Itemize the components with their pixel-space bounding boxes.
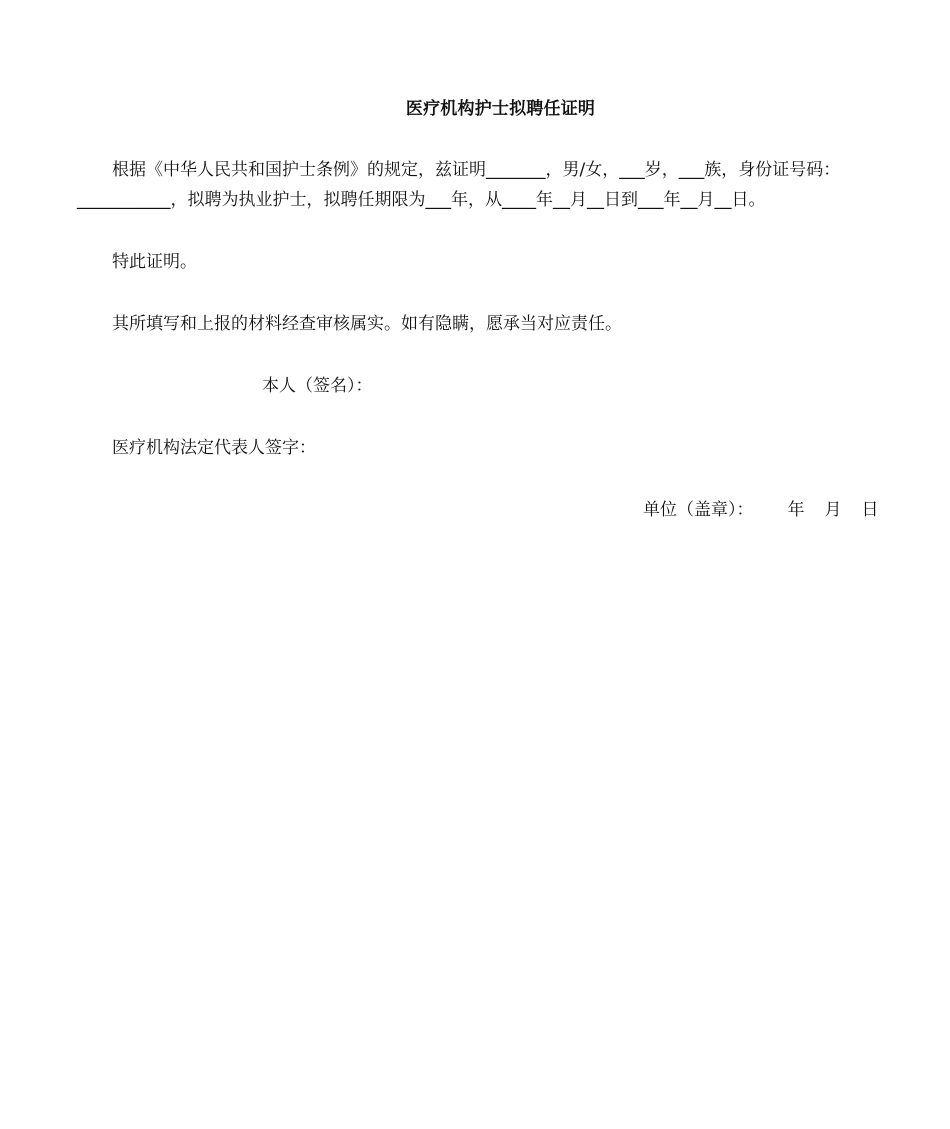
date-month-label: 月 — [824, 500, 842, 520]
hereby-certify-text: 特此证明。 — [112, 252, 197, 272]
unit-seal-date-line — [643, 498, 879, 522]
unit-seal-label: 单位（盖章）： — [643, 500, 754, 520]
legal-representative-signature-label: 医疗机构法定代表人签字： — [112, 438, 316, 458]
date-year-label: 年 — [787, 500, 805, 520]
certification-paragraph-line-2: ___________，拟聘为执业护士，拟聘任期限为___年，从____年__月__日到___年__月__日。 — [77, 190, 766, 210]
document-title: 医疗机构护士拟聘任证明 — [405, 99, 596, 119]
certification-paragraph-line-1: 根据《中华人民共和国护士条例》的规定，兹证明_______，男/女，___岁，___族，身份证号码： — [112, 160, 841, 180]
date-day-label: 日 — [861, 500, 879, 520]
self-signature-label: 本人（签名）： — [262, 376, 373, 396]
declaration-text: 其所填写和上报的材料经查审核属实。如有隐瞒，愿承当对应责任。 — [112, 314, 622, 334]
